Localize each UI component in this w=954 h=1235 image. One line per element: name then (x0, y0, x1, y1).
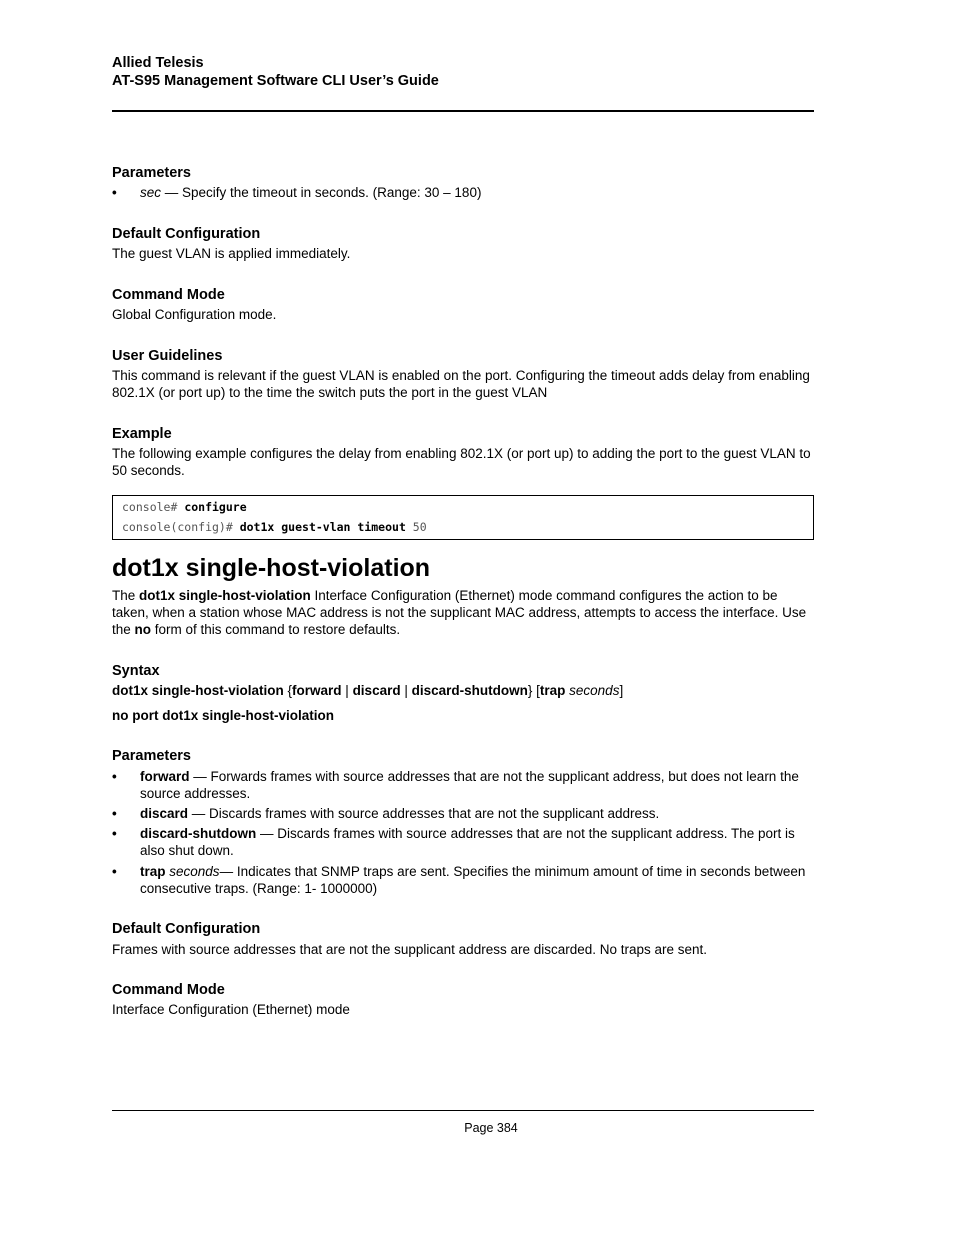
bullet-glyph: • (112, 806, 117, 821)
bullet-glyph: • (112, 826, 117, 841)
page-number: Page 384 (464, 1121, 518, 1135)
syntax-heading: Syntax (112, 663, 160, 679)
code-argument: 50 (405, 520, 427, 534)
default-config-text: The guest VLAN is applied immediately. (112, 246, 351, 261)
bullet-glyph: • (112, 185, 117, 200)
param-desc: — Forwards frames with source addresses that are not the supplicant address, but does not learn the source addresses. (140, 769, 799, 801)
code-command: configure (184, 500, 247, 514)
example-heading: Example (112, 426, 172, 442)
syntax-line: dot1x single-host-violation {forward | discard | discard-shutdown} [trap seconds] (112, 683, 624, 698)
section-title: dot1x single-host-violation (112, 554, 431, 582)
code-command: dot1x guest-vlan timeout (239, 520, 406, 534)
user-guidelines-heading: User Guidelines (112, 348, 223, 364)
code-line (122, 520, 427, 534)
param-name: trap (140, 864, 166, 879)
command-name: dot1x single-host-violation (139, 588, 311, 603)
param-desc: — Specify the timeout in seconds. (Range: 30 – 180) (161, 185, 482, 200)
header-rule (112, 110, 814, 112)
footer-rule (112, 1110, 814, 1111)
example-text: The following example configures the delay from enabling 802.1X (or port up) to adding the port to the guest VLAN to 50 seconds. (112, 446, 811, 478)
command-mode-heading: Command Mode (112, 287, 225, 303)
header-company: Allied Telesis (112, 55, 204, 71)
param-name: discard (140, 806, 189, 821)
param-arg: seconds (165, 864, 220, 879)
bullet-glyph: • (112, 769, 117, 784)
no-keyword: no (134, 622, 152, 637)
parameters-heading: Parameters (112, 748, 191, 764)
param-name: discard-shutdown (140, 826, 257, 841)
command-mode-text: Interface Configuration (Ethernet) mode (112, 1002, 350, 1017)
command-mode-text: Global Configuration mode. (112, 307, 277, 322)
intro-paragraph: The dot1x single-host-violation Interface Configuration (Ethernet) mode command configures the action to be taken, when a station whose MAC address is not the supplicant MAC address, attempts to access the interface. Use the no form of this command to restore defaults. (112, 588, 807, 637)
parameters-heading: Parameters (112, 165, 191, 181)
bullet-glyph: • (112, 864, 117, 879)
header-guide-title: AT-S95 Management Software CLI User’s Guide (112, 73, 439, 89)
param-desc: — Discards frames with source addresses that are not the supplicant address. (188, 806, 660, 821)
default-config-heading: Default Configuration (112, 921, 261, 937)
command-mode-heading: Command Mode (112, 982, 225, 998)
default-config-heading: Default Configuration (112, 226, 261, 242)
code-example-box (112, 495, 814, 540)
code-prompt: console# (122, 500, 185, 514)
param-desc: — Discards frames with source addresses that are not the supplicant address. The port is also shut down. (140, 826, 795, 858)
default-config-text: Frames with source addresses that are not the supplicant address are discarded. No traps are sent. (112, 942, 708, 957)
param-name: sec (140, 185, 162, 200)
param-name: forward (140, 769, 190, 784)
code-prompt: console(config)# (122, 520, 240, 534)
syntax-no-form: no port dot1x single-host-violation (112, 708, 334, 723)
param-desc: — Indicates that SNMP traps are sent. Specifies the minimum amount of time in seconds between consecutive traps. (Range: 1- 1000000) (140, 864, 806, 896)
user-guidelines-text: This command is relevant if the guest VLAN is enabled on the port. Configuring the timeout adds delay from enabling 802.1X (or port up) to the time the switch puts the port in the guest VLAN (112, 368, 810, 400)
code-line (122, 500, 247, 514)
